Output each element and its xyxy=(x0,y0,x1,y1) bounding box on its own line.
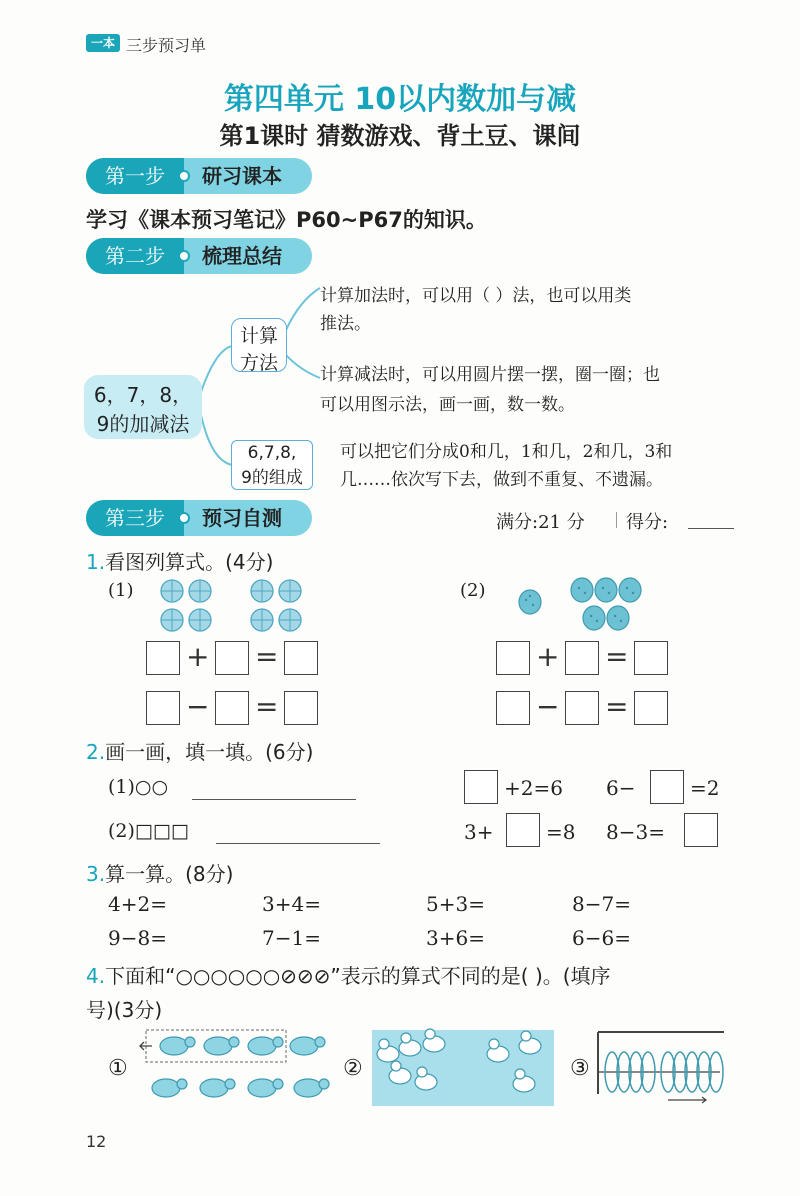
q1-p2-add-box2[interactable] xyxy=(565,641,599,675)
mindmap-branch-composition-line2: 9的组成 xyxy=(241,468,303,488)
q2-box-d[interactable] xyxy=(684,813,718,847)
q1-text: 看图列算式。(4分) xyxy=(105,550,274,574)
equals-sign: = xyxy=(605,640,629,673)
q1-heading xyxy=(86,546,273,575)
q1-p1-sub-box1[interactable] xyxy=(146,691,180,725)
score-label: 得分: xyxy=(626,512,669,533)
score-divider xyxy=(616,512,617,528)
step2-banner xyxy=(86,238,312,274)
step2-label: 第二步 xyxy=(86,238,184,274)
ducks-pond-image xyxy=(368,1024,558,1110)
mindmap-branch-composition-line1: 6,7,8, xyxy=(247,443,297,463)
q4-text-line1: 下面和“○○○○○○⊘⊘⊘”表示的算式不同的是( )。(填序 xyxy=(105,964,611,988)
q2-expr1c: =2 xyxy=(690,776,720,800)
q3-number: 3. xyxy=(86,862,106,886)
step3-banner xyxy=(86,500,312,536)
page-number: 12 xyxy=(86,1132,107,1151)
mindmap-branch-composition xyxy=(231,440,313,490)
q3-item: 3+6= xyxy=(426,926,485,950)
q2-text: 画一画，填一填。(6分) xyxy=(105,740,314,764)
mindmap-root-line1: 6，7，8， xyxy=(93,383,193,407)
mindmap-branch-method xyxy=(231,318,287,372)
q3-text: 算一算。(8分) xyxy=(105,862,234,886)
q1-p2-sub-result[interactable] xyxy=(634,691,668,725)
option1-marker[interactable]: ① xyxy=(108,1056,128,1081)
step-dot-icon xyxy=(178,512,190,524)
equals-sign: = xyxy=(255,640,279,673)
q1-part1-label: (1) xyxy=(108,580,134,601)
q1-p2-add-box1[interactable] xyxy=(496,641,530,675)
brand-logo: 一本 xyxy=(86,34,120,52)
equals-sign: = xyxy=(255,690,279,723)
q1-p1-add-result[interactable] xyxy=(284,641,318,675)
q2-heading xyxy=(86,736,313,765)
mindmap-leaf-addition-line2: 推法。 xyxy=(320,314,371,334)
q4-heading xyxy=(86,960,611,989)
q2-expr2b: =8 xyxy=(546,820,576,844)
q2-expr2c: 8−3= xyxy=(606,820,665,844)
q1-p2-add-result[interactable] xyxy=(634,641,668,675)
q2-box-a[interactable] xyxy=(464,770,498,804)
plus-sign: + xyxy=(536,640,560,673)
abacus-image xyxy=(594,1028,730,1104)
unit-title: 第四单元 10以内数加与减 xyxy=(223,82,577,117)
q3-item: 9−8= xyxy=(108,926,167,950)
mindmap-root xyxy=(84,375,202,439)
q2-expr1b: 6− xyxy=(606,776,636,800)
turtles-image xyxy=(138,1026,334,1110)
full-score: 满分:21 分 xyxy=(496,512,585,533)
q3-item: 6−6= xyxy=(572,926,631,950)
lesson-title: 第1课时 猜数游戏、背土豆、课间 xyxy=(219,122,581,150)
step1-text: 学习《课本预习笔记》P60~P67的知识。 xyxy=(86,208,487,232)
mindmap-branch-method-line2: 方法 xyxy=(239,352,278,374)
mindmap-leaf-addition xyxy=(320,282,631,338)
step2-title: 梳理总结 xyxy=(202,244,282,268)
q3-heading xyxy=(86,858,233,887)
score-blank[interactable] xyxy=(688,528,734,529)
step3-label: 第三步 xyxy=(86,500,184,536)
mindmap-root-line2: 9的加减法 xyxy=(96,412,190,436)
q1-part2-label: (2) xyxy=(460,580,486,601)
q2-box-c[interactable] xyxy=(506,813,540,847)
strawberries-image xyxy=(512,574,652,636)
q2-box-b[interactable] xyxy=(650,770,684,804)
step1-label: 第一步 xyxy=(86,158,184,194)
q1-p1-sub-box2[interactable] xyxy=(215,691,249,725)
step-dot-icon xyxy=(178,170,190,182)
minus-sign: − xyxy=(536,690,560,723)
q2-expr1a: +2=6 xyxy=(504,776,563,800)
step1-title: 研习课本 xyxy=(202,164,282,188)
q2-number: 2. xyxy=(86,740,106,764)
q2-item2-blank[interactable] xyxy=(216,843,380,844)
q1-p1-sub-result[interactable] xyxy=(284,691,318,725)
q3-item: 3+4= xyxy=(262,892,321,916)
mindmap-leaf-subtraction xyxy=(320,360,660,420)
mindmap-leaf-composition-line2: 几……依次写下去，做到不重复、不遗漏。 xyxy=(340,470,663,490)
q1-p2-sub-box1[interactable] xyxy=(496,691,530,725)
minus-sign: − xyxy=(186,690,210,723)
mindmap-leaf-subtraction-line1: 计算减法时，可以用圆片摆一摆，圈一圈；也 xyxy=(320,365,660,385)
q3-item: 8−7= xyxy=(572,892,631,916)
q2-item2: (2)□□□ xyxy=(108,820,189,842)
q3-item: 7−1= xyxy=(262,926,321,950)
option2-marker[interactable]: ② xyxy=(343,1056,363,1081)
mindmap-leaf-subtraction-line2: 可以用图示法，画一画，数一数。 xyxy=(320,395,575,415)
step1-banner xyxy=(86,158,312,194)
step-dot-icon xyxy=(178,250,190,262)
mindmap-leaf-composition xyxy=(340,438,672,494)
q4-text-line2: 号)(3分) xyxy=(86,998,163,1022)
series-title: 三步预习单 xyxy=(126,36,207,55)
q4-number: 4. xyxy=(86,964,106,988)
q1-p1-add-box2[interactable] xyxy=(215,641,249,675)
q2-item1-blank[interactable] xyxy=(192,799,356,800)
step3-title: 预习自测 xyxy=(202,506,282,530)
mindmap-leaf-composition-line1: 可以把它们分成0和几，1和几，2和几，3和 xyxy=(340,442,673,462)
basketballs-image xyxy=(150,574,320,636)
q3-item: 5+3= xyxy=(426,892,485,916)
option3-marker[interactable]: ③ xyxy=(570,1056,590,1081)
q2-item1: (1)○○ xyxy=(108,776,169,798)
equals-sign: = xyxy=(605,690,629,723)
mindmap-leaf-addition-line1: 计算加法时，可以用（ ）法，也可以用类 xyxy=(320,286,632,306)
plus-sign: + xyxy=(186,640,210,673)
mindmap-branch-method-line1: 计算 xyxy=(239,325,278,347)
q3-item: 4+2= xyxy=(108,892,167,916)
q1-p1-add-box1[interactable] xyxy=(146,641,180,675)
q1-p2-sub-box2[interactable] xyxy=(565,691,599,725)
q2-expr2a: 3+ xyxy=(464,820,494,844)
q1-number: 1. xyxy=(86,550,106,574)
